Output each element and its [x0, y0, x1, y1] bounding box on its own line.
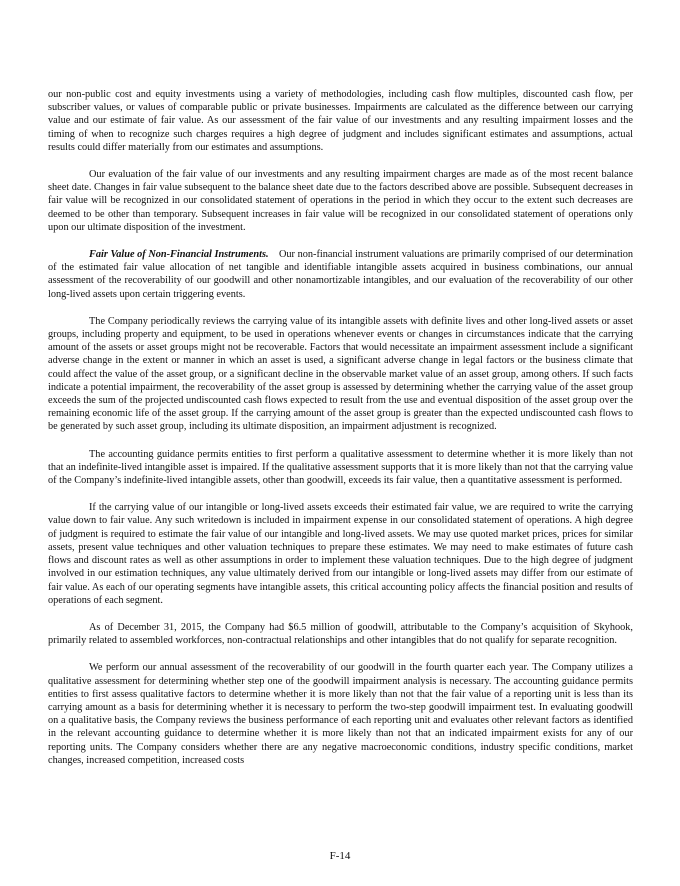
paragraph: The accounting guidance permits entities to first perform a qualitative assessment to determine whether it is more likely than not that an indefinite-lived intangible asset is impaired. If the qualitative assessment supports that it is more likely than not that the carrying value of the Company’s indefinite-lived intangible assets, other than goodwill, exceeds its fair value, then a quantitative assessment is performed. [48, 448, 633, 487]
paragraph: As of December 31, 2015, the Company had $6.5 million of goodwill, attributable to the Company’s acquisition of Skyhook, primarily related to assembled workforces, non-contractual relationships and other intangibles that do not qualify for separate recognition. [48, 621, 633, 647]
paragraph: If the carrying value of our intangible or long-lived assets exceeds their estimated fair value, we are required to write the carrying value down to fair value. Any such writedown is included in impairment expense in our consolidated statement of operations. A high degree of judgment is required to estimate the fair value of our intangible and long-lived assets. We may use quoted market prices, prices for similar assets, present value techniques and other valuation techniques to prepare these estimates. We may need to make estimates of future cash flows and discount rates as well as other assumptions in order to implement these valuation techniques. Due to the high degree of judgment involved in our estimation techniques, any value ultimately derived from our intangible or long-lived assets may differ from our estimate of fair value. As each of our operating segments have intangible assets, this critical accounting policy affects the financial position and results of operations of each segment. [48, 502, 633, 606]
section-heading: Fair Value of Non-Financial Instruments. [89, 249, 269, 261]
paragraph [48, 248, 633, 301]
paragraph: We perform our annual assessment of the recoverability of our goodwill in the fourth quarter each year. The Company utilizes a qualitative assessment for determining whether step one of the goodwill impairment analysis is necessary. The accounting guidance permits entities to first assess qualitative factors to determine whether it is more likely than not that the fair value of a reporting unit is less than its carrying amount as a basis for determining whether it is necessary to perform the two-step goodwill impairment test. In evaluating goodwill on a qualitative basis, the Company reviews the business performance of each reporting unit and evaluates other relevant factors as identified in the relevant accounting guidance to determine whether it is more likely than not that an indicated impairment exists for any of our reporting units. The Company considers whether there are any negative macroeconomic conditions, industry specific conditions, market changes, increased competition, increased costs [48, 662, 633, 766]
paragraph-text: Our non-financial instrument valuations are primarily comprised of our determination of the estimated fair value allocation of net tangible and identifiable intangible assets acquired in business combinations, our annual assessment of the recoverability of our goodwill and other nonamortizable intangibles, and our evaluation of the recoverability of our other long-lived assets upon certain triggering events. [48, 249, 633, 300]
page-number: F-14 [329, 850, 351, 862]
body-text [48, 88, 633, 781]
paragraph: The Company periodically reviews the carrying value of its intangible assets with definite lives and other long-lived assets or asset groups, including property and equipment, to be used in operations whenever events or changes in circumstances indicate that the carrying amount of the assets or asset groups might not be recoverable. Factors that would necessitate an impairment assessment include a significant adverse change in the extent or manner in which an asset is used, a significant adverse change in legal factors or the business climate that could affect the value of the asset group, or a significant decline in the observable market value of an asset group, among others. If such facts indicate a potential impairment, the recoverability of the asset group is assessed by determining whether the carrying value of the asset group exceeds the sum of the projected undiscounted cash flows expected to result from the use and eventual disposition of the asset group over the remaining economic life of the asset group. If the carrying amount of the asset group is greater than the expected undiscounted cash flows to be generated by such asset group, including its ultimate disposition, an impairment adjustment is recognized. [48, 315, 633, 433]
paragraph: Our evaluation of the fair value of our investments and any resulting impairment charges are made as of the most recent balance sheet date. Changes in fair value subsequent to the balance sheet date due to the factors described above are possible. Subsequent decreases in fair value will be recognized in our consolidated statement of operations in the period in which they occur to the extent such decreases are deemed to be other than temporary. Subsequent increases in fair value will be recognized in our consolidated statement of operations only upon our ultimate disposition of the investment. [48, 169, 633, 233]
paragraph: our non-public cost and equity investments using a variety of methodologies, including cash flow multiples, discounted cash flow, per subscriber values, or values of comparable public or private businesses. Impairments are calculated as the difference between our carrying value and our estimate of fair value. As our assessment of the fair value of our investments and any resulting impairment losses and the timing of when to recognize such charges requires a high degree of judgment and includes significant estimates and assumptions, actual results could differ materially from our estimates and assumptions. [48, 89, 633, 153]
